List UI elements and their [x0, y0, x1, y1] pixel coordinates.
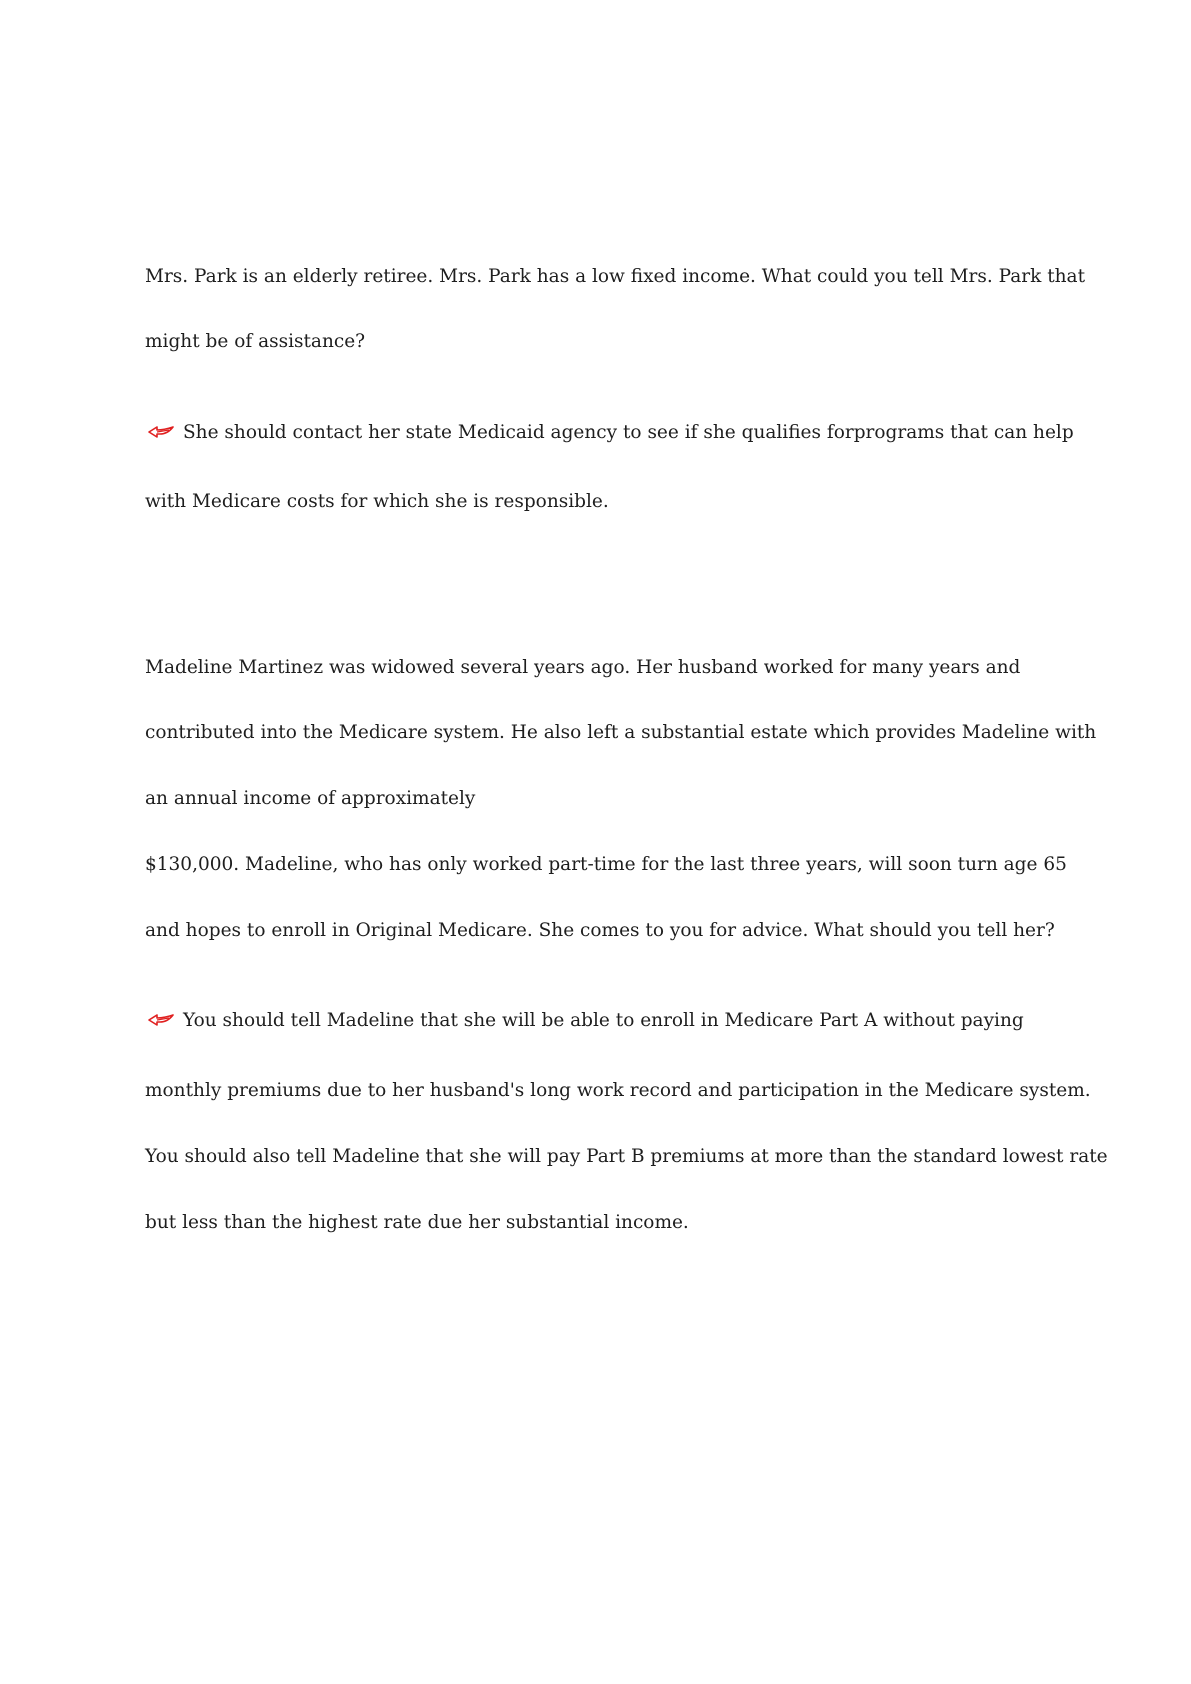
answer-2-line-4: but less than the highest rate due her substantial income. [145, 1212, 689, 1233]
answer-2-line-1 [148, 1010, 1024, 1031]
question-2-line-4: $130,000. Madeline, who has only worked part-time for the last three years, will soon turn age 65 [145, 854, 1067, 875]
question-1-line-1: Mrs. Park is an elderly retiree. Mrs. Park has a low fixed income. What could you tell Mrs. Park that [145, 266, 1086, 287]
answer-2-line-1-text: You should tell Madeline that she will be able to enroll in Medicare Part A without paying [183, 1010, 1024, 1031]
answer-1-line-2: with Medicare costs for which she is responsible. [145, 491, 609, 512]
answer-2-line-3: You should also tell Madeline that she will pay Part B premiums at more than the standard lowest rate [145, 1146, 1108, 1167]
red-arrow-icon [148, 425, 174, 439]
question-2-line-1: Madeline Martinez was widowed several years ago. Her husband worked for many years and [145, 657, 1021, 678]
red-arrow-icon [148, 1013, 174, 1027]
answer-1-line-1-text: She should contact her state Medicaid agency to see if she qualifies forprograms that can help [183, 422, 1074, 443]
answer-1-line-1 [148, 422, 1074, 443]
question-2-line-3: an annual income of approximately [145, 788, 476, 809]
question-2-line-5: and hopes to enroll in Original Medicare. She comes to you for advice. What should you tell her? [145, 920, 1055, 941]
question-2-line-2: contributed into the Medicare system. He also left a substantial estate which provides Madeline with [145, 722, 1097, 743]
answer-2-line-2: monthly premiums due to her husband's long work record and participation in the Medicare system. [145, 1080, 1091, 1101]
question-1-line-2: might be of assistance? [145, 331, 366, 352]
